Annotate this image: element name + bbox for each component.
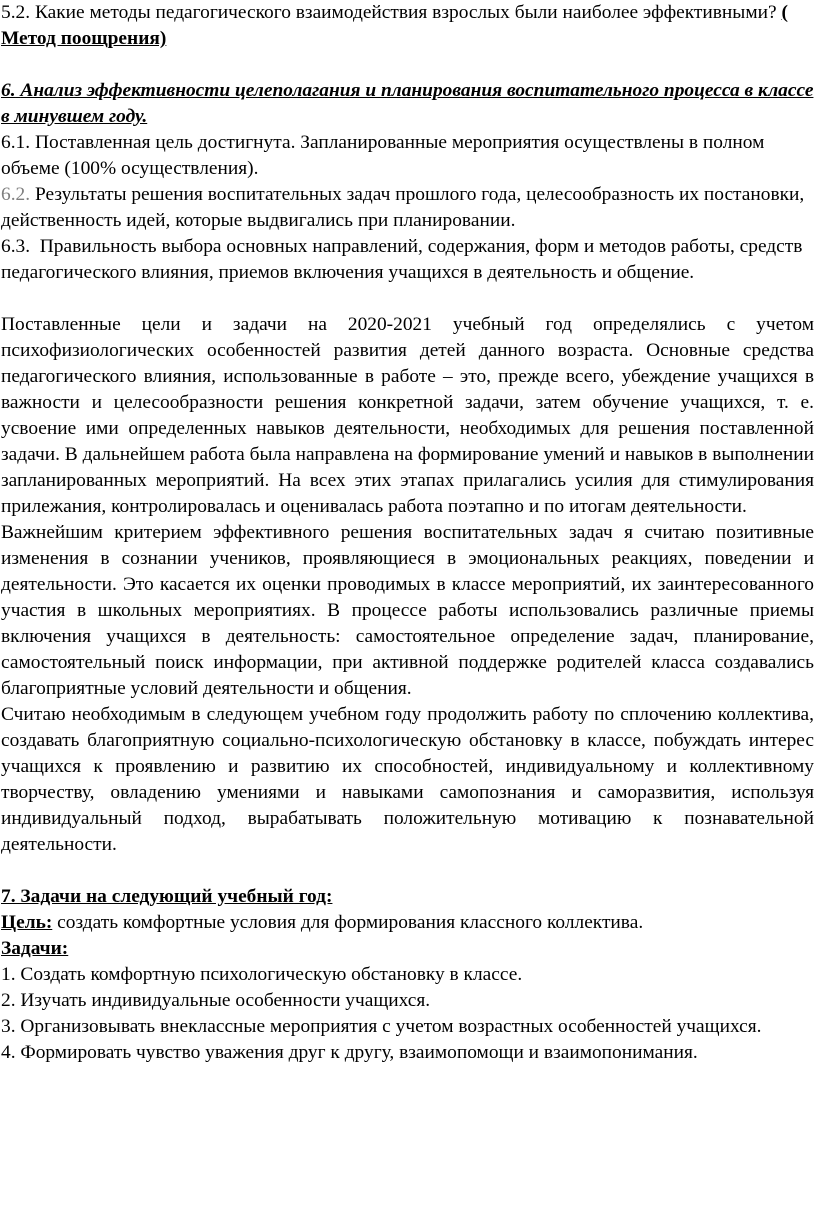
item-text: Поставленная цель достигнута. Запланированные мероприятия осуществлены в полном объеме (100% осуществления). [1, 132, 765, 179]
goal-text: создать комфортные условия для формирования классного коллектива. [57, 912, 644, 933]
goal-line [1, 910, 814, 936]
item-number: 6.1. [1, 132, 31, 153]
blank-line [1, 858, 814, 884]
tasks-label: Задачи: [1, 938, 69, 959]
paragraph-goals: Поставленные цели и задачи на 2020-2021 учебный год определялись с учетом психофизиологических особенностей развития детей данного возраста. Основные средства педагогического влияния, использованные в работе – это, прежде всего, убеждение учащихся в важности и целесообразности решения конкретной задачи, затем обучение учащихся, т. е. усвоение ими определенных навыков деятельности, необходимых для решения поставленной задачи. В дальнейшем работа была направлена на формирование умений и навыков в выполнении запланированных мероприятий. На всех этих этапах прилагались усилия для стимулирования прилежания, контролировалась и оценивалась работа поэтапно и по итогам деятельности. [1, 314, 814, 517]
item-6-3 [1, 234, 814, 286]
question-answer: ( Метод поощрения) [1, 2, 788, 49]
blank-line [1, 52, 814, 78]
item-6-1 [1, 130, 814, 182]
paragraph-next-year: Считаю необходимым в следующем учебном году продолжить работу по сплочению коллектива, создавать благоприятную социально-психологическую обстановку в классе, побуждать интерес учащихся к проявлению и развитию их способностей, индивидуальному и коллективному творчеству, овладению умениями и навыками самопознания и саморазвития, используя индивидуальный подход, вырабатывать положительную мотивацию к познавательной деятельности. [1, 704, 814, 855]
blank-line [1, 286, 814, 312]
goal-label: Цель: [1, 912, 53, 933]
section-7-title: 7. Задачи на следующий учебный год: [1, 886, 333, 907]
question-5-2 [1, 0, 814, 52]
paragraph-criteria: Важнейшим критерием эффективного решения воспитательных задач я считаю позитивные изменения в сознании учеников, проявляющиеся в эмоциональных реакциях, поведении и деятельности. Это касается их оценки проводимых в классе мероприятий, их заинтересованного участия в школьных мероприятиях. В процессе работы использовались различные приемы включения учащихся в деятельность: самостоятельное определение задач, планирование, самостоятельный поиск информации, при активной поддержке родителей класса создавались благоприятные условий деятельности и общения. [1, 522, 814, 699]
task-item: 3. Организовывать внеклассные мероприятия с учетом возрастных особенностей учащихся. [1, 1016, 762, 1037]
question-number: 5.2. [1, 2, 31, 23]
task-item: 1. Создать комфортную психологическую обстановку в классе. [1, 964, 523, 985]
item-text: Результаты решения воспитательных задач прошлого года, целесообразность их постановки, действенность идей, которые выдвигались при планировании. [1, 184, 805, 231]
item-number: 6.2. [1, 184, 31, 205]
question-text: Какие методы педагогического взаимодействия взрослых были наиболее эффективными? [34, 2, 777, 23]
task-item: 2. Изучать индивидуальные особенности учащихся. [1, 990, 431, 1011]
section-6-heading [1, 78, 814, 130]
task-item: 4. Формировать чувство уважения друг к другу, взаимопомощи и взаимопонимания. [1, 1042, 698, 1063]
item-6-2 [1, 182, 814, 234]
item-text: Правильность выбора основных направлений, содержания, форм и методов работы, средств педагогического влияния, приемов включения учащихся в деятельность и общение. [1, 236, 803, 283]
item-number: 6.3. [1, 236, 31, 257]
section-6-number: 6. [1, 80, 16, 101]
section-6-title: Анализ эффективности целеполагания и планирования воспитательного процесса в классе в минувшем году. [1, 80, 814, 127]
